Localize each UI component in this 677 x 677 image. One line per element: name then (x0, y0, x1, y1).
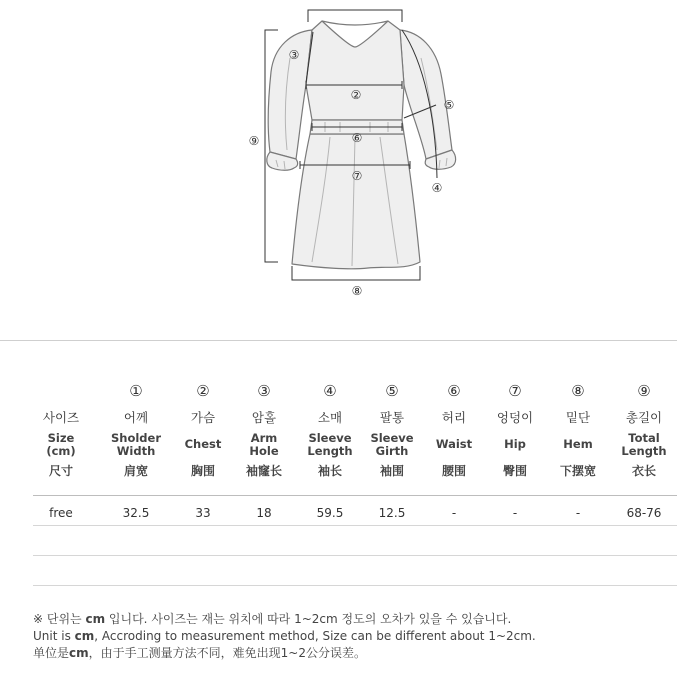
marker-hip: ⑦ (351, 169, 363, 183)
header-korean-hem: 밑단 (565, 410, 591, 425)
table-divider (33, 495, 677, 496)
header-korean-shoulder-width: 어께 (123, 410, 149, 425)
header-english-waist-line1: Waist (435, 437, 473, 451)
header-english-sleeve-girth-line1: Sleeve (370, 430, 414, 445)
header-chinese-chest: 胸围 (190, 464, 215, 478)
header-english-hip-line1: Hip (504, 437, 526, 451)
header-english-shoulder-width-line1: Sholder (110, 430, 161, 445)
table-divider (33, 525, 677, 526)
note-english-part1: Unit is (33, 629, 75, 643)
header-english-sleeve-length-line1: Sleeve (308, 430, 352, 445)
section-divider (0, 340, 677, 341)
marker-waist: ⑥ (351, 131, 363, 145)
number-hip: ⑦ (508, 382, 522, 400)
note-english-unit: cm (74, 629, 95, 643)
header-korean-sleeve-length: 소매 (317, 410, 343, 425)
header-korean-waist: 허리 (441, 410, 467, 425)
table-divider (33, 585, 677, 586)
marker-sleeve-girth: ⑤ (443, 98, 455, 112)
header-english-chest-line1: Chest (184, 437, 222, 451)
number-shoulder-width: ① (129, 382, 143, 400)
header-chinese-size: 尺寸 (48, 464, 73, 478)
header-english-shoulder-width (105, 431, 167, 458)
bodice (306, 21, 404, 120)
marker-total-length: ⑨ (248, 134, 260, 148)
header-korean-arm-hole: 암홀 (251, 410, 277, 425)
note-korean-unit: cm (85, 612, 106, 626)
right-sleeve (400, 30, 452, 159)
cell-waist: - (451, 506, 457, 520)
marker-chest: ② (350, 88, 362, 102)
header-chinese-sleeve-girth: 袖围 (379, 464, 404, 478)
number-sleeve-length: ④ (323, 382, 337, 400)
number-sleeve-girth: ⑤ (385, 382, 399, 400)
note-chinese-part2: ，由于手工测量方法不同，难免出现1~2公分误差。 (88, 646, 366, 660)
number-arm-hole: ③ (257, 382, 271, 400)
header-english-hem (547, 431, 609, 458)
header-chinese-total-length: 衣长 (631, 464, 656, 478)
header-chinese-hip: 臀围 (502, 464, 527, 478)
marker-hem: ⑧ (351, 284, 363, 298)
note-chinese-part1: 单位是 (33, 646, 70, 660)
header-korean-sleeve-girth: 팔통 (379, 410, 405, 425)
header-english-size-line2: (cm) (46, 443, 76, 458)
header-english-hip (484, 431, 546, 458)
cell-chest: 33 (195, 506, 211, 520)
header-korean-size: 사이즈 (42, 410, 80, 425)
header-english-total-length-line1: Total (628, 430, 660, 445)
header-english-total-length (613, 431, 675, 458)
header-english-hem-line1: Hem (563, 437, 593, 451)
cell-sleeve-length: 59.5 (316, 506, 344, 520)
note-chinese-unit: cm (69, 646, 89, 660)
header-chinese-sleeve-length: 袖长 (317, 464, 342, 478)
header-english-total-length-line2: Length (621, 443, 667, 458)
note-korean (33, 611, 511, 627)
cell-hip: - (512, 506, 518, 520)
number-hem: ⑧ (571, 382, 585, 400)
cell-hem: - (575, 506, 581, 520)
header-english-size-line1: Size (47, 430, 75, 445)
header-english-arm-hole-line1: Arm (250, 430, 278, 445)
header-english-waist (423, 431, 485, 458)
header-korean-chest: 가슴 (190, 410, 216, 425)
marker-arm-hole: ③ (288, 48, 300, 62)
note-chinese (33, 645, 366, 661)
header-chinese-shoulder-width: 肩宽 (123, 464, 148, 478)
header-english-sleeve-girth-line2: Girth (375, 443, 409, 458)
header-english-chest (172, 431, 234, 458)
cell-size: free (49, 506, 73, 520)
shoulder-width-line (308, 10, 402, 22)
note-english-part2: , Accroding to measurement method, Size can be different about 1~2cm. (94, 629, 536, 643)
note-korean-part1: ※ 단위는 (33, 612, 86, 626)
cell-total-length: 68-76 (626, 506, 662, 520)
number-total-length: ⑨ (637, 382, 651, 400)
cell-sleeve-girth: 12.5 (378, 506, 406, 520)
header-english-sleeve-girth (361, 431, 423, 458)
cell-arm-hole: 18 (256, 506, 272, 520)
number-chest: ② (196, 382, 210, 400)
header-chinese-arm-hole: 袖窿长 (245, 464, 282, 478)
header-english-arm-hole (233, 431, 295, 458)
back-neckline (322, 21, 388, 25)
marker-sleeve-length: ④ (431, 181, 443, 195)
header-english-sleeve-length-line2: Length (307, 443, 353, 458)
header-english-size (30, 431, 92, 458)
note-korean-part2: 입니다. 사이즈는 재는 위치에 따라 1~2cm 정도의 오차가 있을 수 있습니다. (105, 612, 512, 626)
header-english-sleeve-length (299, 431, 361, 458)
header-korean-hip: 엉덩이 (496, 410, 534, 425)
header-korean-total-length: 총길이 (625, 410, 663, 425)
skirt (292, 134, 420, 269)
header-chinese-waist: 腰围 (441, 464, 466, 478)
note-english (33, 628, 536, 644)
table-divider (33, 555, 677, 556)
header-chinese-hem: 下摆宽 (559, 464, 596, 478)
number-waist: ⑥ (447, 382, 461, 400)
cell-shoulder-width: 32.5 (122, 506, 150, 520)
header-english-arm-hole-line2: Hole (249, 443, 279, 458)
header-english-shoulder-width-line2: Width (116, 443, 156, 458)
